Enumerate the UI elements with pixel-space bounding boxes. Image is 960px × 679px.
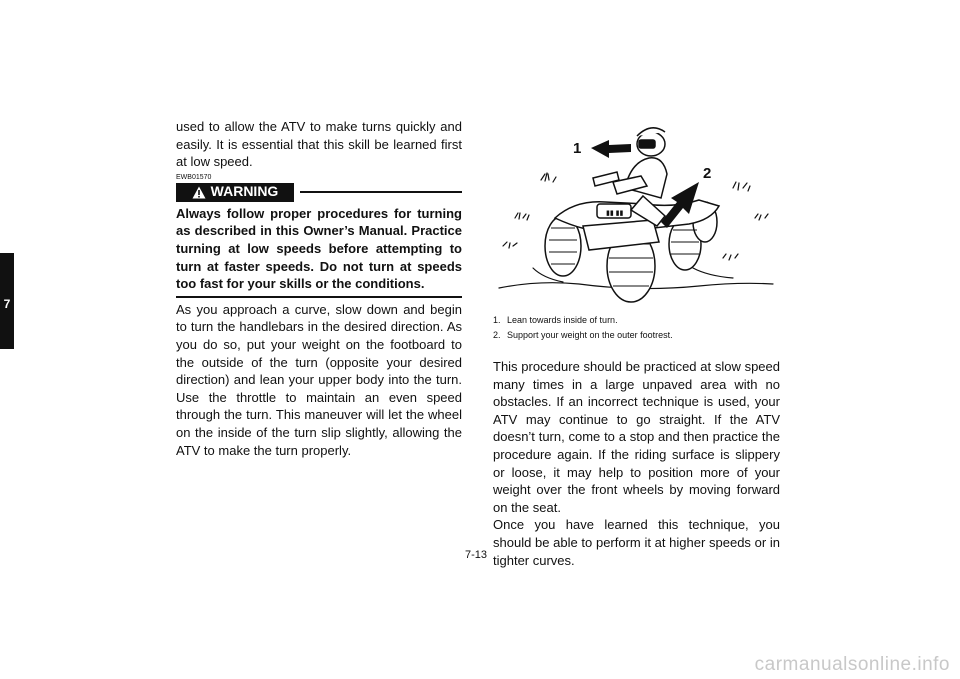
warning-header [176, 183, 462, 202]
turning-paragraph: As you approach a curve, slow down and begin to turn the handlebars in the desired direction. As you do so, put your weight on the footboard to the outside of the turn (opposite your desired direction) and lean your upper body into the turn. Use the throttle to maintain an even speed through the turn. This maneuver will let the wheel on the inside of the turn slip slightly, allowing the ATV to make the turn properly. [176, 301, 462, 458]
warning-label: WARNING [210, 183, 279, 200]
callout-1: 1 [573, 140, 582, 157]
warning-badge [176, 183, 294, 202]
warning-icon [192, 186, 206, 199]
technique-paragraph: Once you have learned this technique, you should be able to perform it at higher speeds or in tighter curves. [493, 517, 780, 568]
page-number: 7-13 [465, 549, 488, 561]
caption-item: 1. Lean towards inside of turn. [493, 315, 618, 325]
section-tab: 7 [0, 253, 14, 349]
atv-turning-illustration [493, 118, 779, 310]
right-column [493, 358, 780, 569]
left-column [176, 118, 462, 459]
warning-text: Always follow proper procedures for turning as described in this Owner’s Manual. Practice turning at low speeds before attempting to turn at faster speeds. Do not turn at speeds too fast for your skills or the conditions. [176, 205, 462, 298]
caption-item: 2. Support your weight on the outer footrest. [493, 330, 673, 340]
svg-text:▮▮ ▮▮: ▮▮ ▮▮ [606, 210, 624, 217]
practice-paragraph: This procedure should be practiced at slow speed many times in a large unpaved area with no obstacles. If an incorrect technique is used, your ATV may continue to go straight. If the ATV doesn’t turn, come to a stop and then practice the procedure again. If the riding surface is slippery or loose, it may help to position more of your weight over the front wheels by moving forward on the seat. [493, 359, 780, 515]
figure-captions [493, 313, 779, 343]
warning-code: EWB01570 [176, 173, 212, 181]
watermark: carmanualsonline.info [754, 654, 950, 675]
callout-2: 2 [703, 165, 712, 182]
warning-rule [300, 191, 462, 193]
intro-paragraph: used to allow the ATV to make turns quickly and easily. It is essential that this skill be learned first at low speed. [176, 119, 462, 170]
